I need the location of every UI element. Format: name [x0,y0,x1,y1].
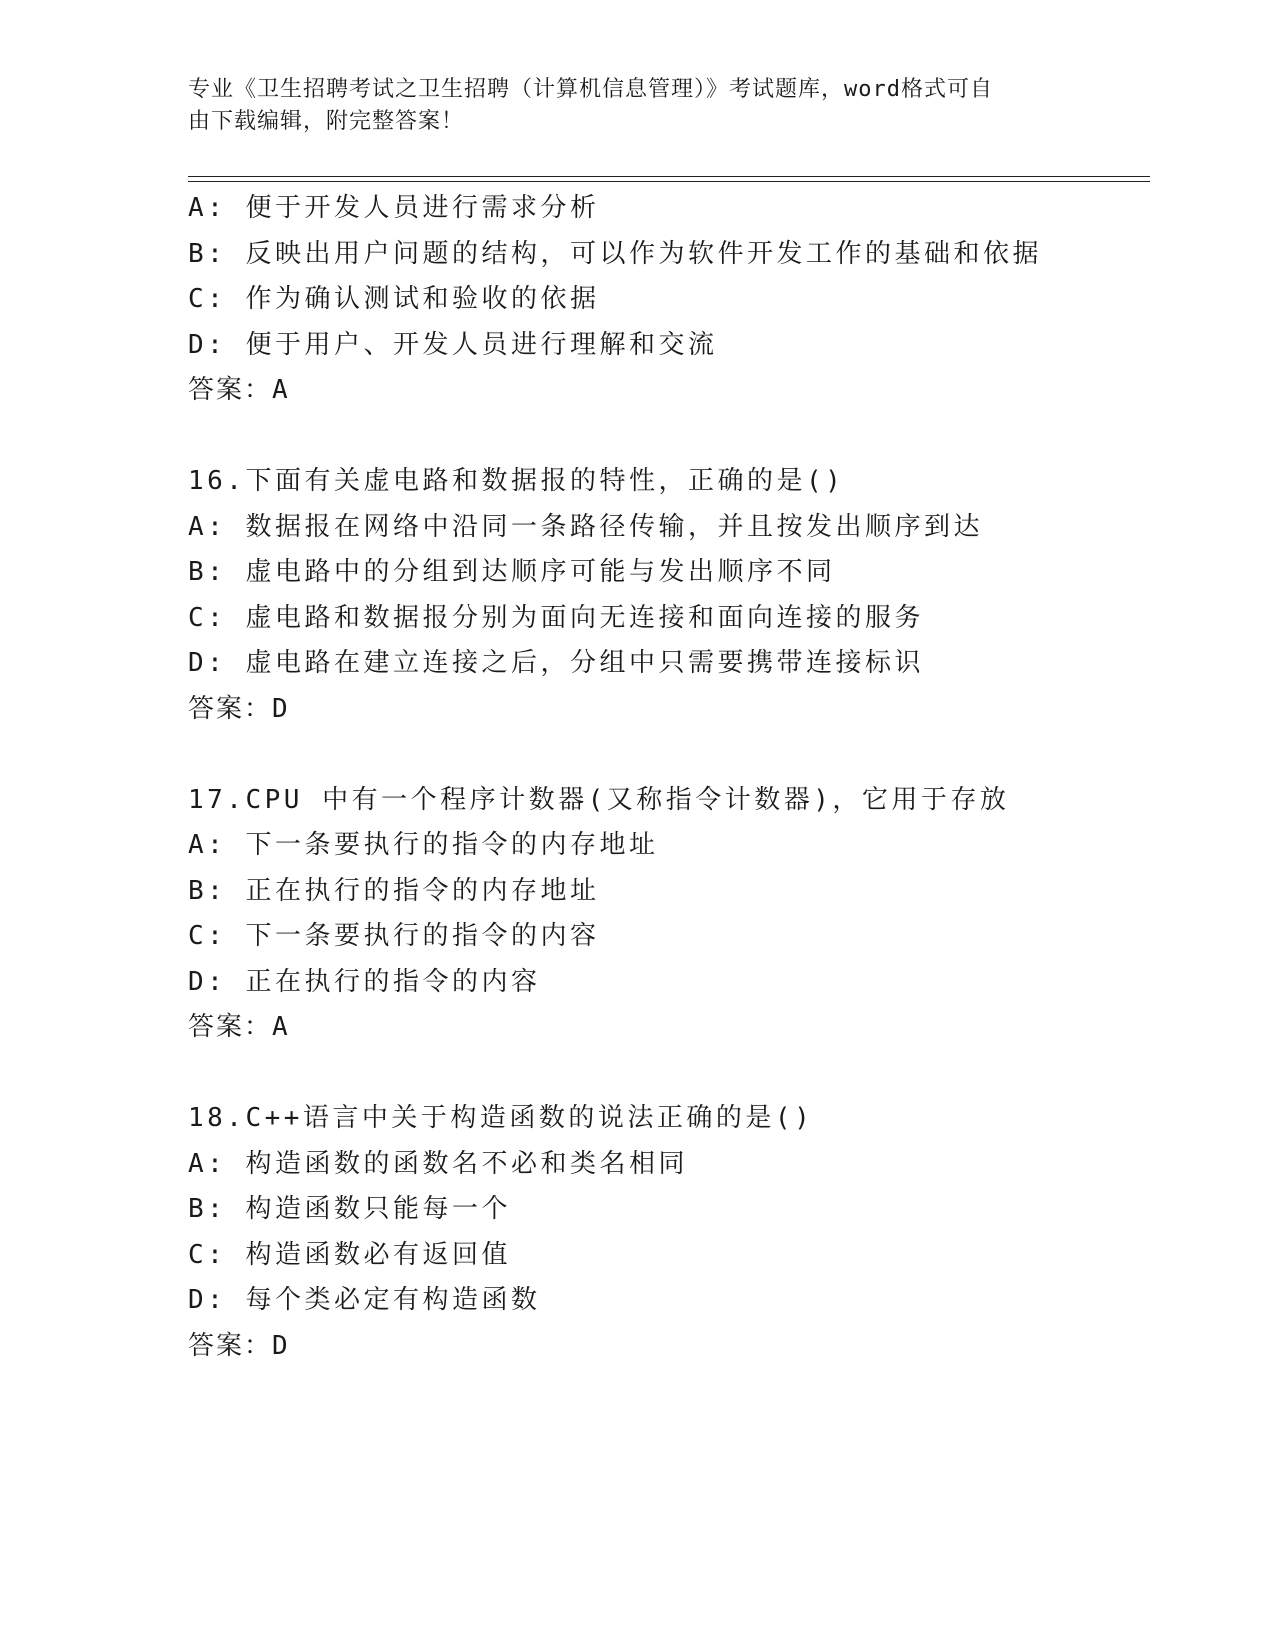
header-divider-top [188,176,1150,177]
header-line-1: 专业《卫生招聘考试之卫生招聘（计算机信息管理）》考试题库，word格式可自 [188,77,993,102]
answer-label: 答案： [188,375,273,405]
answer-label: 答案： [188,693,273,724]
header-divider-bottom [188,181,1150,182]
answer-line [188,368,1168,414]
option-a: A: 下一条要执行的指令的内存地址 [188,830,659,860]
option-a: A: 数据报在网络中沿同一条路径传输，并且按发出顺序到达 [188,511,983,542]
document-header [188,74,1088,138]
question-block-16 [188,459,1168,732]
option-c: C: 虚电路和数据报分别为面向无连接和面向连接的服务 [188,602,924,633]
answer-label: 答案： [188,1330,273,1361]
answer-value: D [272,693,290,724]
option-d: D: 虚电路在建立连接之后，分组中只需要携带连接标识 [188,648,924,678]
answer-line [188,1005,1168,1051]
option-b: B: 反映出用户问题的结构，可以作为软件开发工作的基础和依据 [188,238,1042,269]
question-stem: 16.下面有关虚电路和数据报的特性，正确的是() [188,466,845,496]
answer-line [188,687,1168,733]
question-stem: 18.C++语言中关于构造函数的说法正确的是() [188,1103,814,1133]
question-list [188,186,1168,1369]
spacer [188,732,1168,778]
option-c: C: 作为确认测试和验收的依据 [188,284,600,314]
option-b: B: 虚电路中的分组到达顺序可能与发出顺序不同 [188,557,836,587]
option-c: C: 下一条要执行的指令的内容 [188,921,600,951]
spacer [188,414,1168,460]
option-b: B: 正在执行的指令的内存地址 [188,875,600,906]
answer-label: 答案： [188,1012,273,1042]
spacer [188,1051,1168,1097]
option-c: C: 构造函数必有返回值 [188,1239,511,1270]
option-d: D: 便于用户、开发人员进行理解和交流 [188,329,718,360]
option-a: A: 便于开发人员进行需求分析 [188,193,600,223]
option-a: A: 构造函数的函数名不必和类名相同 [188,1148,688,1179]
question-block-18 [188,1096,1168,1369]
option-d: D: 每个类必定有构造函数 [188,1285,541,1315]
question-block-17 [188,778,1168,1051]
answer-value: A [272,375,290,405]
question-block-15 [188,186,1168,414]
header-line-2: 由下载编辑，附完整答案！ [188,109,465,134]
option-d: D: 正在执行的指令的内容 [188,966,541,997]
option-b: B: 构造函数只能每一个 [188,1194,511,1224]
question-stem: 17.CPU 中有一个程序计数器(又称指令计数器)，它用于存放 [188,784,1010,815]
answer-value: A [272,1012,290,1042]
answer-line [188,1324,1168,1370]
answer-value: D [272,1330,290,1361]
